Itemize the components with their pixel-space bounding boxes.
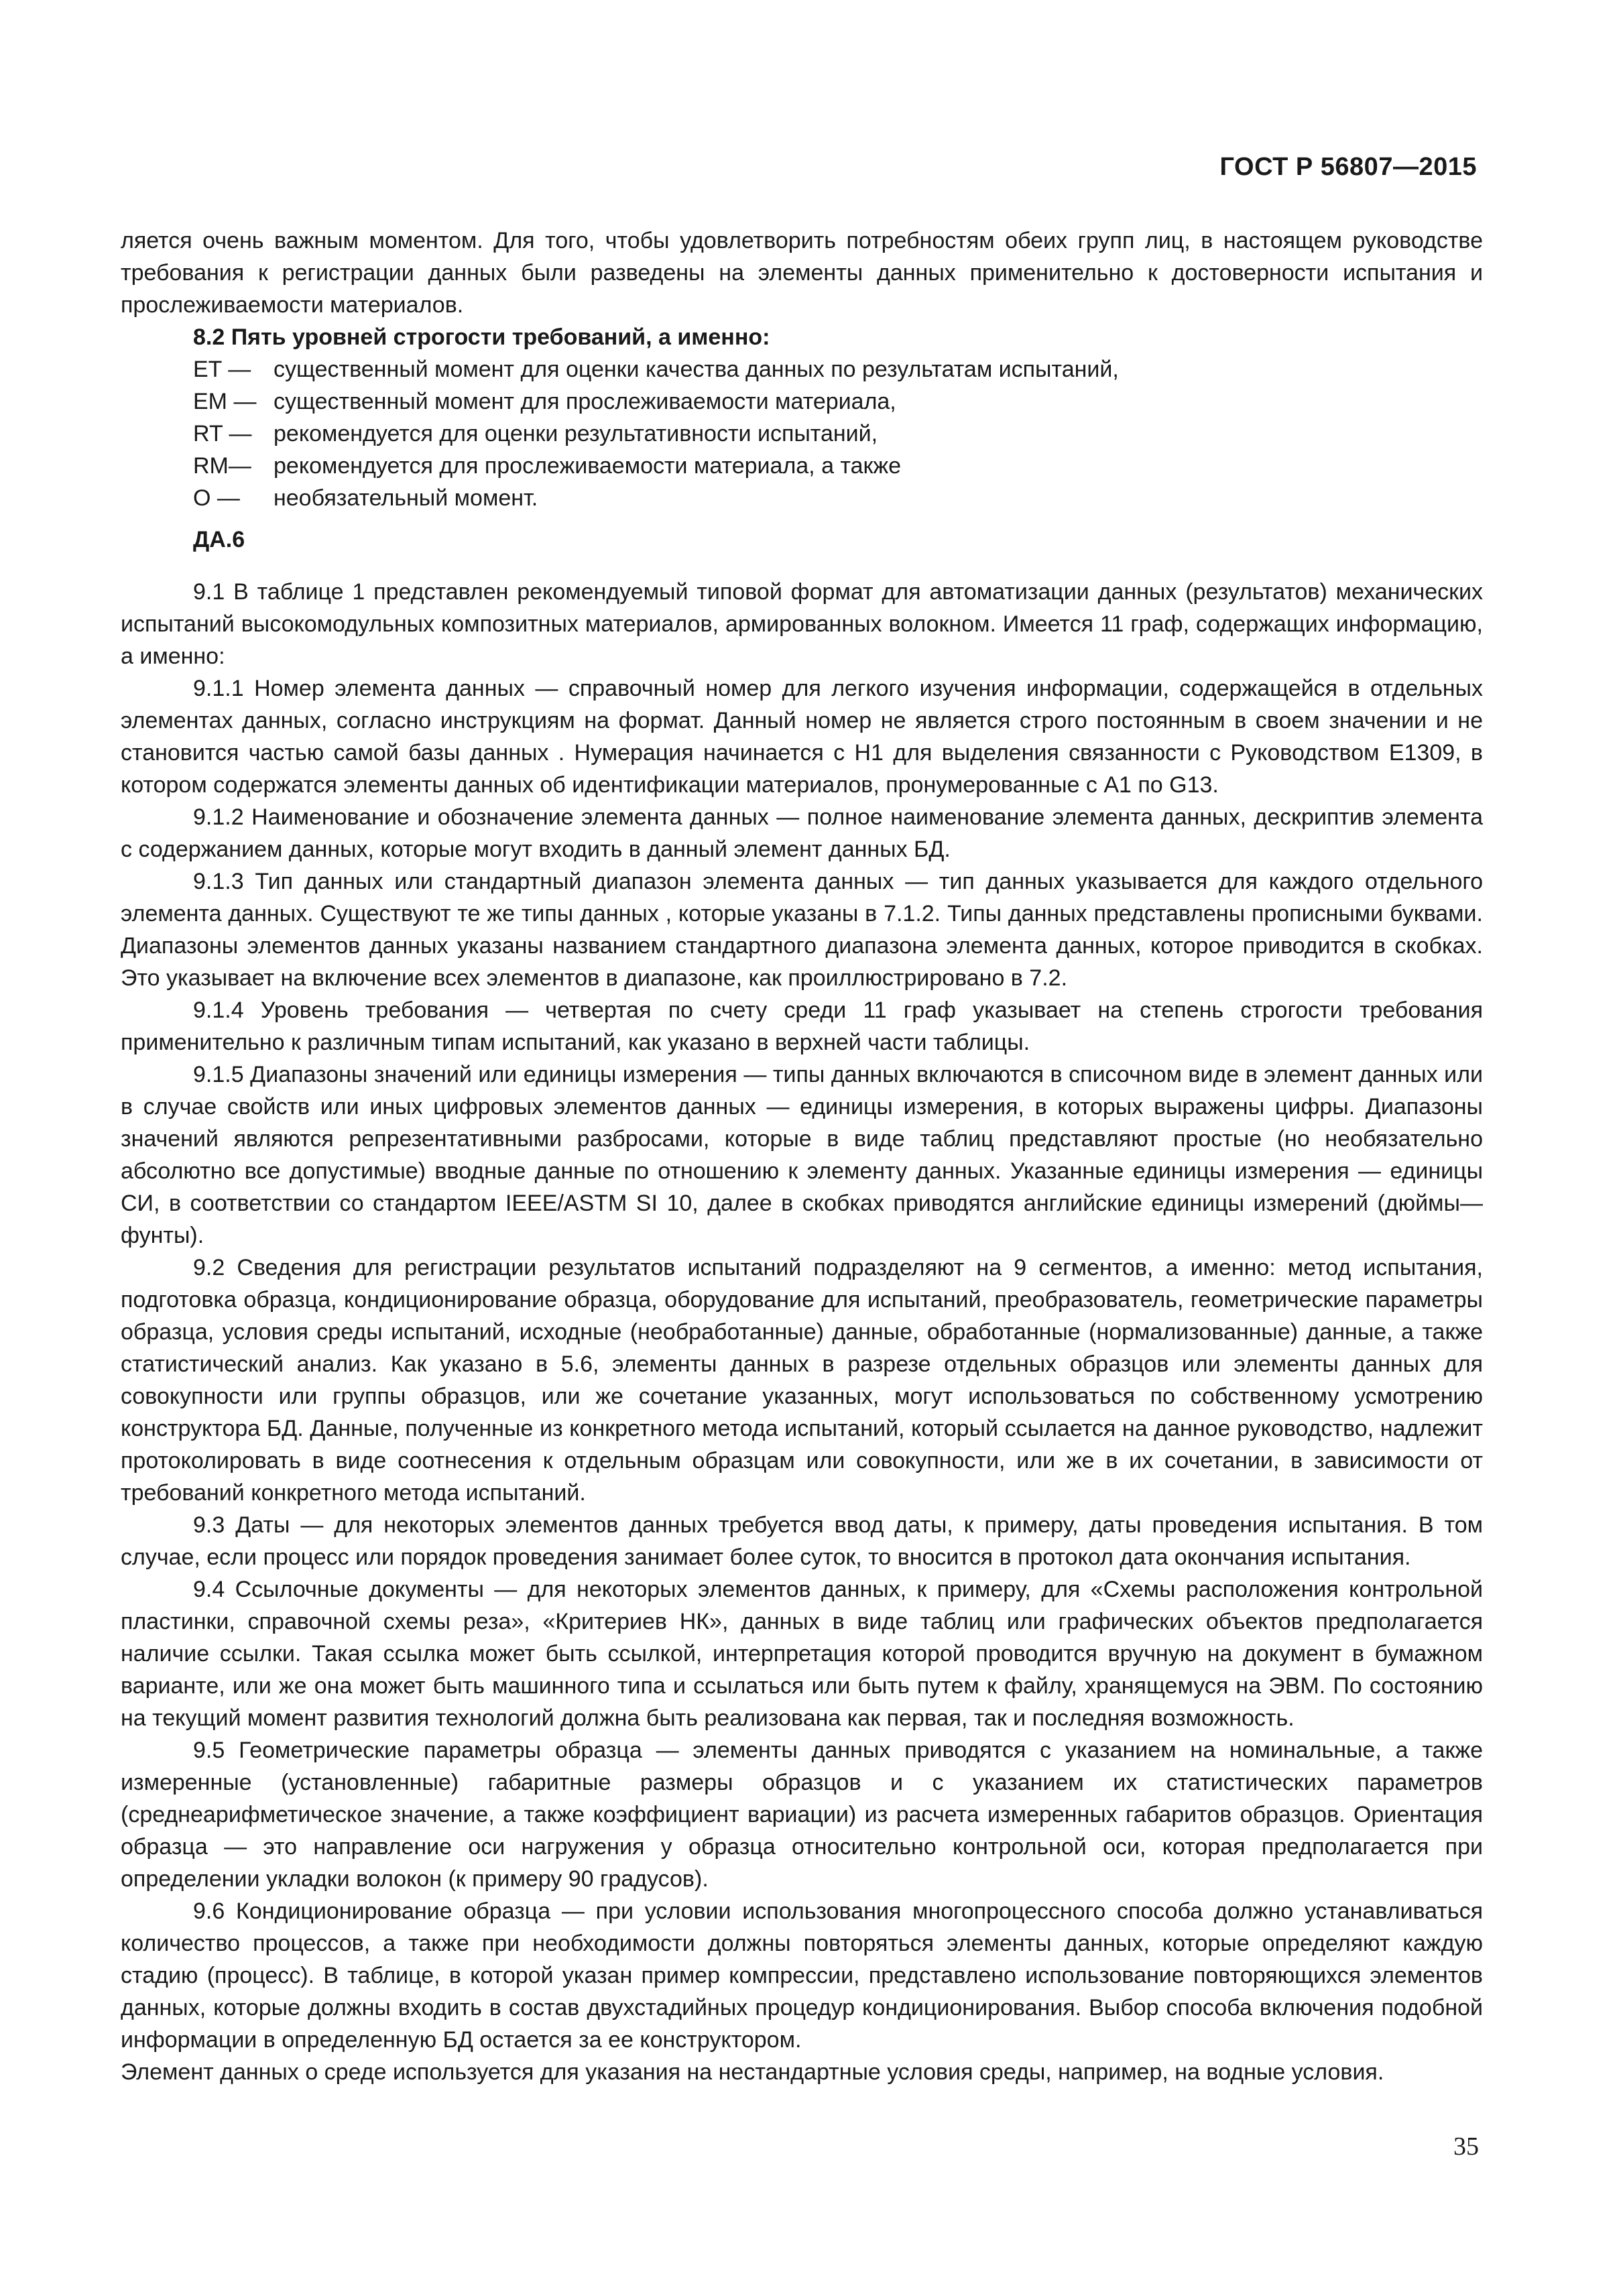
level-item <box>193 450 1483 482</box>
paragraph-9-1-2: 9.1.2 Наименование и обозначение элемента данных — полное наименование элемента данных, дескриптив элемента с содержанием данных, которые могут входить в данный элемент данных БД. <box>121 804 1483 862</box>
paragraph-9-1: 9.1 В таблице 1 представлен рекомендуемый типовой формат для автоматизации данных (результатов) механических испытаний высокомодульных композитных материалов, армированных волокном. Имеется 11 граф, содержащих информацию, а именно: <box>121 579 1483 669</box>
level-description: рекомендуется для прослеживаемости материала, а также <box>274 453 902 479</box>
level-code: ET — <box>193 357 251 382</box>
intro-paragraph: ляется очень важным моментом. Для того, чтобы удовлетворить потребностям обеих групп лиц, в настоящем руководстве требования к регистрации данных были разведены на элементы данных применительно к достоверности испытания и прослеживаемости материалов. <box>121 228 1483 318</box>
level-item <box>193 482 1483 514</box>
paragraph-9-6: 9.6 Кондиционирование образца — при условии использования многопроцессного способа должно устанавливаться количество процессов, а также при необходимости должны повторяться элементы данных, которые определяют каждую стадию (процесс). В таблице, в которой указан пример компрессии, представлено использование повторяющихся элементов данных, которые должны входить в состав двухстадийных процедур кондиционирования. Выбор способа включения подобной информации в определенную БД остается за ее конструктором. <box>121 1898 1483 2053</box>
level-code: RT — <box>193 421 252 446</box>
level-code: RM— <box>193 453 251 479</box>
level-description: необязательный момент. <box>274 485 538 511</box>
appendix-heading: ДА.6 <box>193 527 245 552</box>
document-standard-id: ГОСТ Р 56807—2015 <box>1219 153 1477 181</box>
level-description: существенный момент для оценки качества данных по результатам испытаний, <box>274 357 1119 382</box>
page-number: 35 <box>1453 2132 1479 2161</box>
paragraph-9-3: 9.3 Даты — для некоторых элементов данных требуется ввод даты, к примеру, даты проведения испытания. В том случае, если процесс или порядок проведения занимает более суток, то вносится в протокол дата окончания испытания. <box>121 1512 1483 1570</box>
paragraph-9-1-5: 9.1.5 Диапазоны значений или единицы измерения — типы данных включаются в списочном виде в элемент данных или в случае свойств или иных цифровых элементов данных — единицы измерения, в которых выражены цифры. Диапазоны значений являются репрезентативными разбросами, которые в виде таблиц представляют простые (но необязательно абсолютно все допустимые) вводные данные по отношению к элементу данных. Указанные единицы измерения — единицы СИ, в соответствии со стандартом IEEE/ASTM SI 10, далее в скобках приводятся английские единицы измерений (дюймы—фунты). <box>121 1062 1483 1248</box>
paragraph-environment: Элемент данных о среде используется для указания на нестандартные условия среды, например, на водные условия. <box>121 2059 1384 2085</box>
level-item <box>193 385 1483 418</box>
level-description: рекомендуется для оценки результативности испытаний, <box>274 421 878 446</box>
paragraph-9-2: 9.2 Сведения для регистрации результатов испытаний подразделяют на 9 сегментов, а именно: метод испытания, подготовка образца, кондиционирование образца, оборудование для испытаний, преобразователь, геометрические параметры образца, условия среды испытаний, исходные (необработанные) данные, обработанные (нормализованные) данные, а также статистический анализ. Как указано в 5.6, элементы данных в разрезе отдельных образцов или элементы данных для совокупности или группы образцов, или же сочетание указанных, могут использоваться по собственному усмотрению конструктора БД. Данные, полученные из конкретного метода испытаний, который ссылается на данное руководство, надлежит протоколировать в виде соотнесения к отдельным образцам или совокупности, или же в их сочетании, в зависимости от требований конкретного метода испытаний. <box>121 1255 1483 1506</box>
level-item <box>193 353 1483 385</box>
document-body <box>121 225 1483 2088</box>
paragraph-9-1-1: 9.1.1 Номер элемента данных — справочный номер для легкого изучения информации, содержащейся в отдельных элементах данных, согласно инструкциям на формат. Данный номер не является строго постоянным в своем значении и не становится частью самой базы данных . Нумерация начинается с H1 для выделения связанности с Руководством E1309, в котором содержатся элементы данных об идентификации материалов, пронумерованные с A1 по G13. <box>121 676 1483 798</box>
level-item <box>193 418 1483 450</box>
paragraph-9-4: 9.4 Ссылочные документы — для некоторых элементов данных, к примеру, для «Схемы расположения контрольной пластинки, справочной схемы реза», «Критериев НК», данных в виде таблиц или графических объектов предполагается наличие ссылки. Такая ссылка может быть ссылкой, интерпретация которой проводится вручную на документ в бумажном варианте, или же она может быть машинного типа и ссылаться или быть путем к файлу, хранящемуся на ЭВМ. По состоянию на текущий момент развития технологий должна быть реализована как первая, так и последняя возможность. <box>121 1577 1483 1731</box>
level-description: существенный момент для прослеживаемости материала, <box>274 389 896 414</box>
level-code: O — <box>193 485 240 511</box>
paragraph-9-1-3: 9.1.3 Тип данных или стандартный диапазон элемента данных — тип данных указывается для каждого отдельного элемента данных. Существуют те же типы данных , которые указаны в 7.1.2. Типы данных представлены прописными буквами. Диапазоны элементов данных указаны названием стандартного диапазона элемента данных, которое приводится в скобках. Это указывает на включение всех элементов в диапазоне, как проиллюстрировано в 7.2. <box>121 869 1483 991</box>
paragraph-9-1-4: 9.1.4 Уровень требования — четвертая по счету среди 11 граф указывает на степень строгости требования применительно к различным типам испытаний, как указано в верхней части таблицы. <box>121 998 1483 1055</box>
section-8-2-heading: 8.2 Пять уровней строгости требований, а именно: <box>193 324 770 350</box>
paragraph-9-5: 9.5 Геометрические параметры образца — элементы данных приводятся с указанием на номинальные, а также измеренные (установленные) габаритные размеры образцов и с указанием их статистических параметров (среднеарифметическое значение, а также коэффициент вариации) из расчета измеренных габаритов образцов. Ориентация образца — это направление оси нагружения у образца относительно контрольной оси, которая предполагается при определении укладки волокон (к примеру 90 градусов). <box>121 1738 1483 1892</box>
requirement-levels-list <box>121 353 1483 514</box>
level-code: EM — <box>193 389 257 414</box>
